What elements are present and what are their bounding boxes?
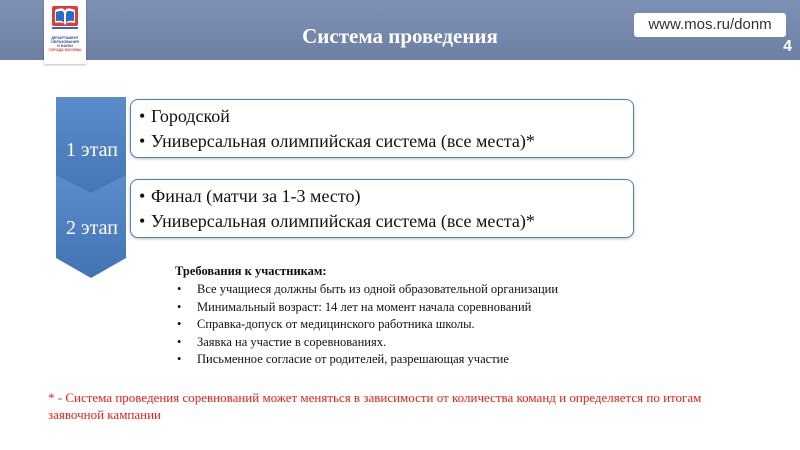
stage-2-item: • Универсальная олимпийская система (все места)* (131, 209, 633, 234)
requirements-list (175, 281, 735, 369)
requirement-item: • Минимальный возраст: 14 лет на момент начала соревнований (175, 299, 735, 317)
requirements-section (175, 263, 735, 369)
requirement-item: • Все учащиеся должны быть из одной образовательной организации (175, 281, 735, 299)
requirement-item: • Справка-допуск от медицинского работника школы. (175, 316, 735, 334)
stage-2-box (130, 179, 634, 238)
requirements-title: Требования к участникам: (175, 264, 327, 278)
logo-text-line: ОБРАЗОВАНИЯ (51, 40, 79, 44)
stage-1-item: • Универсальная олимпийская система (все места)* (131, 129, 633, 154)
requirement-item: • Заявка на участие в соревнованиях. (175, 334, 735, 352)
logo-text-line: ГОРОДА МОСКВЫ (48, 48, 82, 52)
stage-1-box (130, 99, 634, 158)
slide-number: 4 (783, 38, 792, 55)
page-title: Система проведения (302, 24, 498, 48)
stage-1-item: • Городской (131, 104, 633, 129)
stage-1-label: 1 этап (66, 139, 118, 161)
logo-text-line: ДЕПАРТАМЕНТ (51, 36, 79, 40)
stage-2-label: 2 этап (66, 217, 118, 239)
logo-text-line: И НАУКИ (57, 44, 73, 48)
footnote-text: * - Система проведения соревнований может меняться в зависимости от количества команд и определяется по итогам заявочной кампании (48, 390, 702, 422)
requirement-item: • Письменное согласие от родителей, разрешающая участие (175, 351, 735, 369)
stage-2-item: • Финал (матчи за 1-3 место) (131, 184, 633, 209)
website-url-badge[interactable]: www.mos.ru/donm (634, 13, 786, 37)
